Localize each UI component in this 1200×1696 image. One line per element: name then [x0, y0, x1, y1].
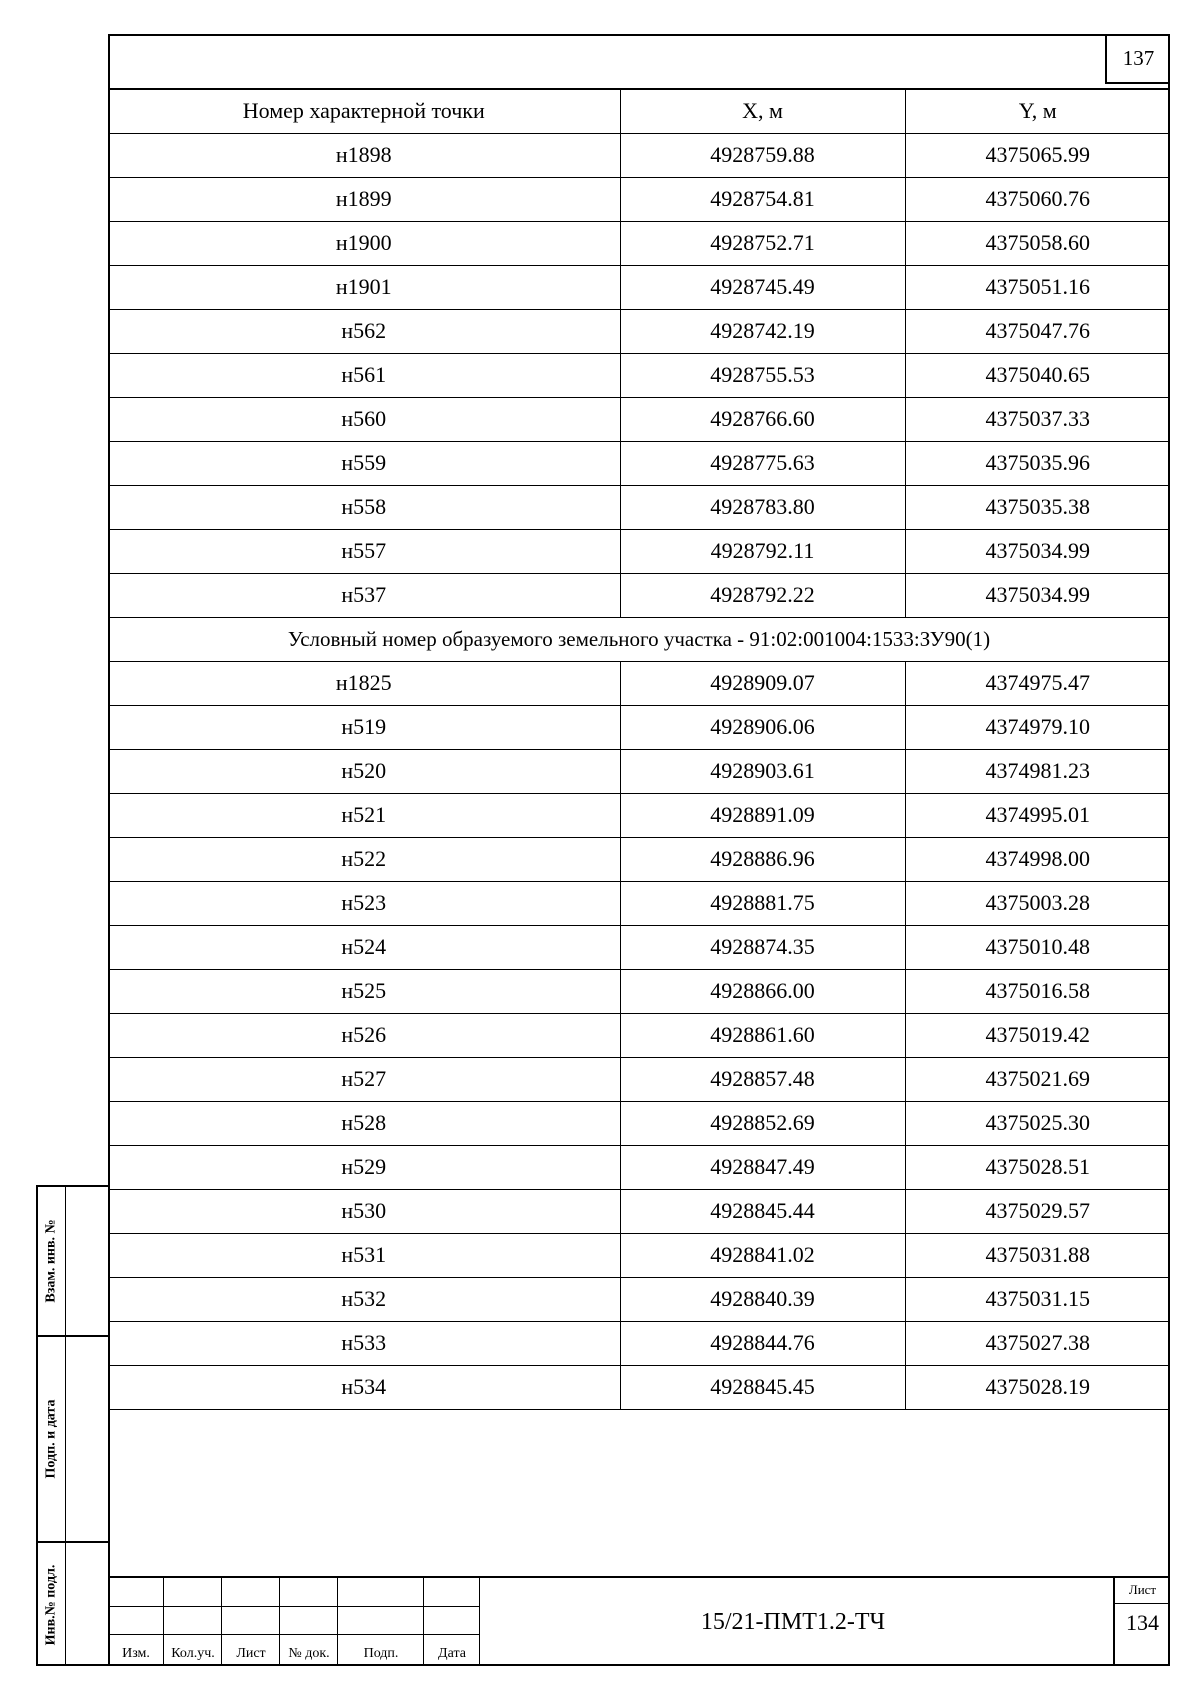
table-row [108, 397, 1170, 441]
cell-point-number: н531 [108, 1233, 620, 1277]
cell-point-number: н560 [108, 397, 620, 441]
sheet-label: Лист [1115, 1582, 1170, 1604]
cell-x: 4928881.75 [620, 881, 905, 925]
table-row [108, 309, 1170, 353]
cell-y: 4375027.38 [905, 1321, 1170, 1365]
cell-point-number: н558 [108, 485, 620, 529]
cell-y: 4375028.51 [905, 1145, 1170, 1189]
cell-y: 4374995.01 [905, 793, 1170, 837]
cell-x: 4928861.60 [620, 1013, 905, 1057]
header-y: Y, м [905, 89, 1170, 133]
cell-point-number: н526 [108, 1013, 620, 1057]
cell-x: 4928783.80 [620, 485, 905, 529]
col-label-date: Дата [438, 1646, 466, 1661]
cell-x: 4928759.88 [620, 133, 905, 177]
cell-y: 4375025.30 [905, 1101, 1170, 1145]
cell-y: 4375031.15 [905, 1277, 1170, 1321]
cell-x: 4928847.49 [620, 1145, 905, 1189]
header-point-number: Номер характерной точки [108, 89, 620, 133]
cell-y: 4375065.99 [905, 133, 1170, 177]
cell-y: 4375003.28 [905, 881, 1170, 925]
cell-point-number: н1825 [108, 661, 620, 705]
table-row [108, 1101, 1170, 1145]
cell-x: 4928742.19 [620, 309, 905, 353]
cell-point-number: н1898 [108, 133, 620, 177]
cell-y: 4375058.60 [905, 221, 1170, 265]
cell-point-number: н524 [108, 925, 620, 969]
cell-x: 4928841.02 [620, 1233, 905, 1277]
cell-point-number: н522 [108, 837, 620, 881]
cell-x: 4928909.07 [620, 661, 905, 705]
cell-x: 4928903.61 [620, 749, 905, 793]
table-row [108, 221, 1170, 265]
cell-point-number: н521 [108, 793, 620, 837]
cell-y: 4375021.69 [905, 1057, 1170, 1101]
cell-y: 4375010.48 [905, 925, 1170, 969]
cell-point-number: н519 [108, 705, 620, 749]
table-row [108, 1013, 1170, 1057]
table-row [108, 133, 1170, 177]
side-cell-replace-inv [38, 1187, 108, 1337]
coordinates-table [108, 88, 1170, 1453]
table-row [108, 969, 1170, 1013]
cell-y: 4374998.00 [905, 837, 1170, 881]
table-row [108, 1277, 1170, 1321]
cell-point-number: н527 [108, 1057, 620, 1101]
section-title: Условный номер образуемого земельного участка - 91:02:001004:1533:ЗУ90(1) [108, 617, 1170, 661]
table-row [108, 881, 1170, 925]
document-code: 15/21-ПМТ1.2-ТЧ [700, 1608, 886, 1635]
cell-point-number: н557 [108, 529, 620, 573]
cell-point-number: н562 [108, 309, 620, 353]
side-label-inv-original: Инв.№ подл. [43, 1564, 59, 1645]
cell-x: 4928886.96 [620, 837, 905, 881]
cell-y: 4375047.76 [905, 309, 1170, 353]
cell-y: 4375031.88 [905, 1233, 1170, 1277]
table-row [108, 1321, 1170, 1365]
cell-y: 4375034.99 [905, 573, 1170, 617]
cell-point-number: н534 [108, 1365, 620, 1409]
cell-x: 4928754.81 [620, 177, 905, 221]
cell-x: 4928745.49 [620, 265, 905, 309]
table-row [108, 265, 1170, 309]
cell-x: 4928852.69 [620, 1101, 905, 1145]
cell-y: 4375035.96 [905, 441, 1170, 485]
side-label-replace-inv: Взам. инв. № [43, 1219, 59, 1303]
cell-y: 4374981.23 [905, 749, 1170, 793]
col-label-doc-no: № док. [288, 1646, 330, 1661]
cell-y: 4374979.10 [905, 705, 1170, 749]
cell-x: 4928845.44 [620, 1189, 905, 1233]
side-cell-sign-date [38, 1337, 108, 1543]
cell-point-number: н537 [108, 573, 620, 617]
table-row [108, 1145, 1170, 1189]
cell-point-number: н528 [108, 1101, 620, 1145]
cell-x: 4928891.09 [620, 793, 905, 837]
cell-x: 4928840.39 [620, 1277, 905, 1321]
cell-x: 4928775.63 [620, 441, 905, 485]
cell-x: 4928792.11 [620, 529, 905, 573]
cell-point-number: н520 [108, 749, 620, 793]
table-row [108, 1365, 1170, 1409]
table-row [108, 1057, 1170, 1101]
title-block [108, 1576, 1170, 1666]
cell-x: 4928844.76 [620, 1321, 905, 1365]
cell-point-number: н1901 [108, 265, 620, 309]
table-row [108, 573, 1170, 617]
cell-y: 4375028.19 [905, 1365, 1170, 1409]
table-row [108, 441, 1170, 485]
cell-x: 4928866.00 [620, 969, 905, 1013]
cell-x: 4928755.53 [620, 353, 905, 397]
cell-point-number: н561 [108, 353, 620, 397]
side-cell-inv-original [38, 1543, 108, 1666]
cell-x: 4928792.22 [620, 573, 905, 617]
table-row [108, 1189, 1170, 1233]
cell-point-number: н532 [108, 1277, 620, 1321]
cell-x: 4928906.06 [620, 705, 905, 749]
cell-y: 4375060.76 [905, 177, 1170, 221]
cell-point-number: н523 [108, 881, 620, 925]
col-label-list: Лист [236, 1646, 266, 1661]
cell-x: 4928874.35 [620, 925, 905, 969]
table-row [108, 661, 1170, 705]
cell-y: 4375029.57 [905, 1189, 1170, 1233]
table-row [108, 705, 1170, 749]
side-label-sign-date: Подп. и дата [43, 1399, 59, 1479]
side-stamp [36, 1185, 108, 1666]
table-row [108, 793, 1170, 837]
cell-point-number: н1899 [108, 177, 620, 221]
cell-y: 4375034.99 [905, 529, 1170, 573]
table-row [108, 529, 1170, 573]
col-label-izm: Изм. [122, 1646, 150, 1661]
table-row [108, 837, 1170, 881]
cell-y: 4375051.16 [905, 265, 1170, 309]
col-label-kol-uch: Кол.уч. [171, 1646, 215, 1661]
table-row [108, 749, 1170, 793]
cell-point-number: н559 [108, 441, 620, 485]
cell-x: 4928766.60 [620, 397, 905, 441]
table-row [108, 353, 1170, 397]
cell-y: 4375016.58 [905, 969, 1170, 1013]
table-row [108, 1233, 1170, 1277]
cell-point-number: н533 [108, 1321, 620, 1365]
table-row [108, 485, 1170, 529]
header-x: X, м [620, 89, 905, 133]
sheet-box [1113, 1578, 1170, 1666]
cell-y: 4375040.65 [905, 353, 1170, 397]
cell-point-number: н525 [108, 969, 620, 1013]
cell-y: 4375035.38 [905, 485, 1170, 529]
cell-point-number: н530 [108, 1189, 620, 1233]
section-row [108, 617, 1170, 661]
table-row [108, 925, 1170, 969]
cell-x: 4928845.45 [620, 1365, 905, 1409]
sheet-number: 134 [1126, 1610, 1159, 1635]
cell-x: 4928752.71 [620, 221, 905, 265]
cell-point-number: н529 [108, 1145, 620, 1189]
cell-y: 4375037.33 [905, 397, 1170, 441]
cell-y: 4375019.42 [905, 1013, 1170, 1057]
cell-y: 4374975.47 [905, 661, 1170, 705]
table-header-row [108, 89, 1170, 133]
cell-x: 4928857.48 [620, 1057, 905, 1101]
col-label-sign: Подп. [363, 1646, 399, 1661]
table-row [108, 177, 1170, 221]
empty-row [108, 1409, 1170, 1453]
cell-point-number: н1900 [108, 221, 620, 265]
top-page-number: 137 [1105, 34, 1170, 84]
